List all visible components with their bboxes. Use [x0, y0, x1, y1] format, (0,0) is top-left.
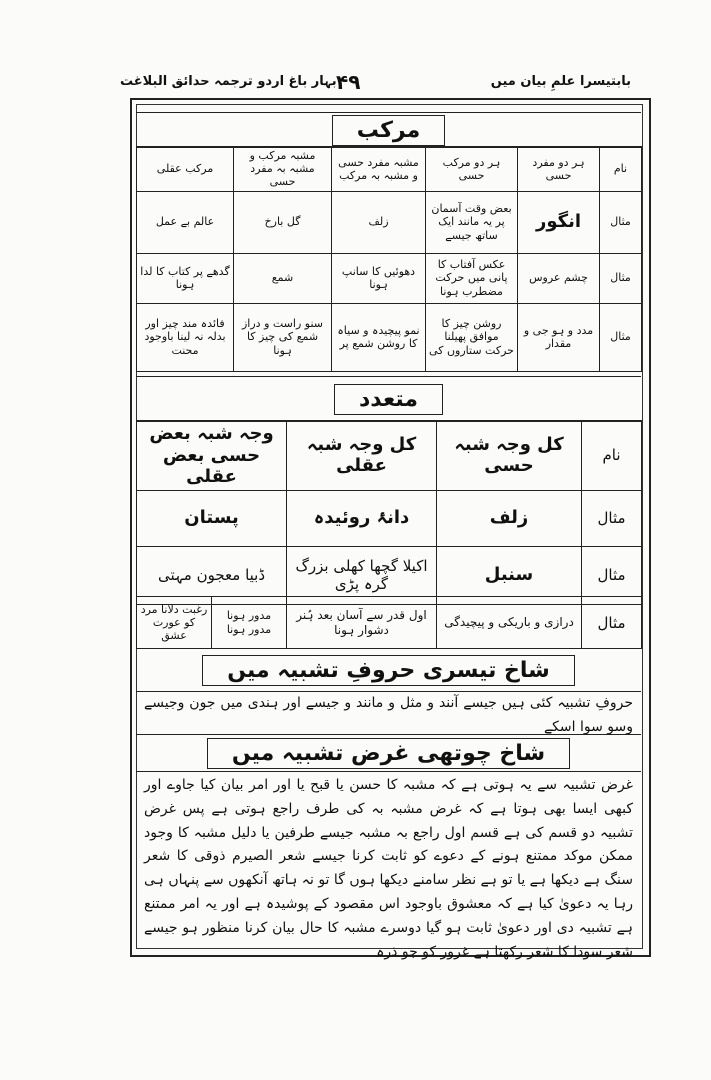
table-cell: مثال — [582, 546, 642, 604]
table-header-row — [137, 147, 642, 192]
table-cell: درازی و باریکی و پیچیدگی — [437, 597, 582, 649]
header-cell: مشبہ مرکب و مشبہ بہ مفرد حسی — [234, 147, 332, 192]
table-cell: گدھے پر کتاب کا لدا ہونا — [137, 253, 234, 303]
table-cell: مثال — [600, 253, 642, 303]
header-cell: نام — [582, 421, 642, 491]
table-header-row — [137, 421, 642, 491]
header-cell: مرکب عقلی — [137, 147, 234, 192]
section-band-shakh4 — [136, 734, 641, 772]
table-cell: مثال — [600, 191, 642, 253]
table-row — [137, 191, 642, 253]
table-cell: پستان — [137, 490, 287, 546]
table-row — [137, 303, 642, 371]
paragraph-gharaz: غرض تشبیہ سے یہ ہوتی ہے کہ مشبہ کا حسن یا قبح یا اور امر بیان کیا جاوے اور کبھی ایسا بھی ہوتا ہے کہ غرض مشبہ بہ کی طرف راجع ہوتی ہے پس غرض تشبیہ دو قسم کی ہے قسم اول راجع بہ مشبہ جیسے طرفین یا دلیل مشبہ کا وجود ممکن موکد ممتنع ہونے کے دعوے کو ثابت کرنا جیسے شعر الصیرم ذوقی کا شعر سنگ ہے دیکھا ہے یا تو ہے نظر سامنے دیکھا ہوں گا تو نہ ہاتھ آنکھوں سے پنہاں ہی رہا یہ دعویٰ کیا ہے کہ معشوق باوجود اس مقصود کے پوشیدہ ہے اور یہ امر ممتنع ہے تشبیہ دی اور دعویٰ ثابت ہو گیا دوسرے مشبہ کا حال بیان کرنا منظور ہو جیسے شعر سودا کا شعر رکھتا ہے غرور کو جو ذرہ — [144, 777, 633, 960]
murakkab-table — [136, 146, 642, 372]
table-cell: فائدہ مند چیز اور بدلہ نہ لینا باوجود محنت — [137, 303, 234, 371]
header-cell: ہر دو مرکب حسی — [426, 147, 518, 192]
table-cell: عکس آفتاب کا پانی میں حرکت مضطرب ہونا — [426, 253, 518, 303]
table-cell: چشم عروس — [518, 253, 600, 303]
header-cell: کل وجہ شبہ حسی — [437, 421, 582, 491]
header-cell: ہر دو مفرد حسی — [518, 147, 600, 192]
running-header-left: بہار باغ اردو ترجمہ حدائق البلاغت — [120, 74, 337, 89]
running-header-right: بابتیسرا علمِ بیان میں — [490, 74, 631, 89]
page-number: ۴۹ — [336, 70, 361, 94]
table-cell: دانۂ روئیدہ — [287, 490, 437, 546]
table-cell: شمع — [234, 253, 332, 303]
mutaaddid-table-last-row — [136, 596, 642, 649]
table-cell: مدور ہونا مدور ہونا — [212, 597, 287, 649]
mutaaddid-table — [136, 420, 642, 605]
section-title-shakh3: شاخ تیسری حروفِ تشبیہ میں — [202, 655, 575, 686]
table-cell: رغبت دلانا مرد کو عورت عشق — [137, 597, 212, 649]
table-cell: عالم بے عمل — [137, 191, 234, 253]
table-cell: سنو راست و دراز شمع کی چیز کا ہونا — [234, 303, 332, 371]
table-cell: مثال — [582, 490, 642, 546]
table-cell: مثال — [582, 597, 642, 649]
table-row — [137, 490, 642, 546]
section-title-murakkab: مرکب — [332, 115, 445, 146]
table-cell: ڈبیا معجون مہتی — [137, 546, 287, 604]
table-cell: گل بارخ — [234, 191, 332, 253]
section-band-mutaaddid — [136, 376, 641, 422]
table-cell: بعض وقت آسمان پر یہ مانند ایک ساتھ جیسے — [426, 191, 518, 253]
paragraph-huroof: حروفِ تشبیہ کئی ہیں جیسے آنند و مثل و مانند و جیسے اور ہندی میں جون وجیسے وسو سوا اسکے — [144, 695, 633, 735]
section-band-murakkab — [136, 112, 641, 148]
header-cell: وجہ شبہ بعض حسی بعض عقلی — [137, 421, 287, 491]
table-cell: اول قدر سے آسان بعد ہُنر دشوار ہونا — [287, 597, 437, 649]
section-title-shakh4: شاخ چوتھی غرض تشبیہ میں — [207, 738, 570, 769]
table-cell: اکیلا گچھا کھلی بزرگ گرہ پڑی — [287, 546, 437, 604]
table-cell: زلف — [437, 490, 582, 546]
table-cell: زلف — [332, 191, 426, 253]
table-cell: سنبل — [437, 546, 582, 604]
section-band-shakh3 — [136, 648, 641, 692]
section-title-mutaaddid: متعدد — [334, 384, 443, 415]
table-cell: روشن چیز کا موافق پھیلنا حرکت ستاروں کی — [426, 303, 518, 371]
header-cell: نام — [600, 147, 642, 192]
table-row — [137, 253, 642, 303]
header-cell: مشبہ مفرد حسی و مشبہ بہ مرکب — [332, 147, 426, 192]
table-cell: انگور — [518, 191, 600, 253]
header-cell: کل وجہ شبہ عقلی — [287, 421, 437, 491]
table-row — [137, 597, 642, 649]
table-cell: دھوئیں کا سانپ ہونا — [332, 253, 426, 303]
table-cell: مدد و ہو جی و مقدار — [518, 303, 600, 371]
table-cell: مثال — [600, 303, 642, 371]
table-cell: نمو پیچیدہ و سیاہ کا روشن شمع پر — [332, 303, 426, 371]
